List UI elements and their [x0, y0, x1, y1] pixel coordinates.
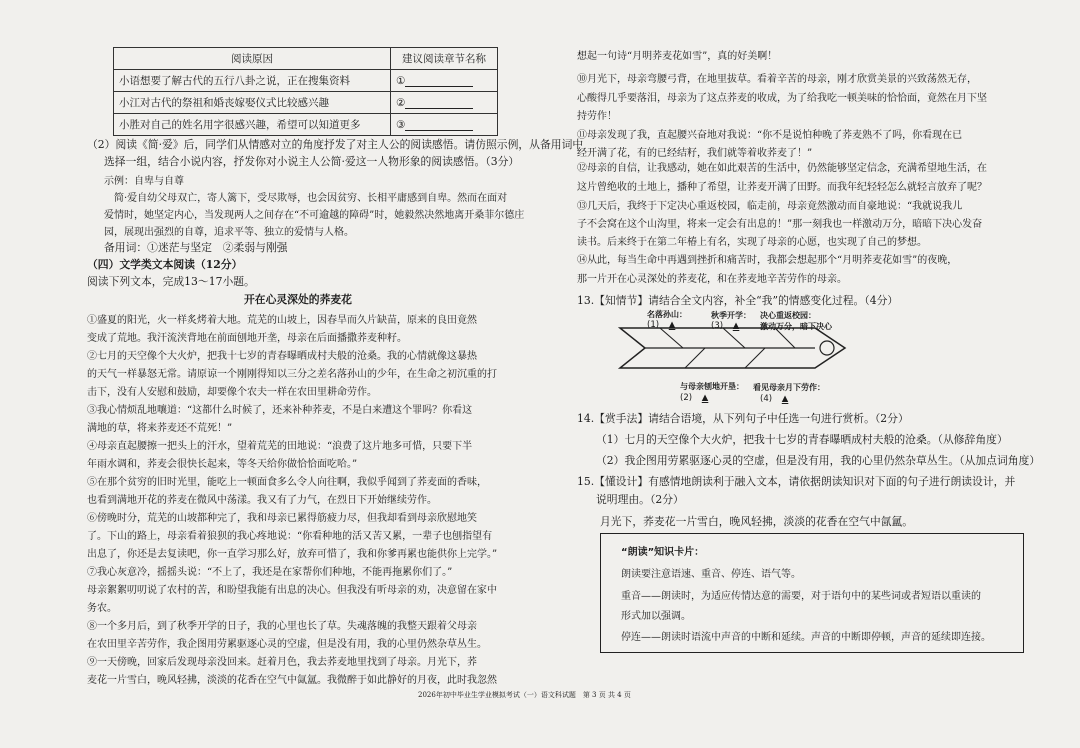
article-line: 年雨水调和，荞麦会很快长起来，等冬天给你做恰恰面吃哈。” [87, 459, 358, 470]
question-14: 14.【赏手法】请结合语境，从下列句子中任选一句进行赏析。（2分） [577, 412, 909, 425]
question-text: （2）阅读《简·爱》后，同学们从情感对立的角度抒发了对主人公的阅读感悟。请仿照示例，从备用词中 [87, 138, 584, 151]
stage-label: 激动万分，暗下决心 [760, 322, 832, 331]
option-words: 备用词：①迷茫与坚定 ②柔弱与刚强 [104, 241, 288, 254]
blank-mark: ▲ [701, 393, 709, 403]
table-row [114, 114, 498, 136]
article-line: 的天气一样暴怒无常。请原谅一个刚刚得知以三分之差名落孙山的少年，在生命之初沉重的打 [87, 369, 497, 380]
blank-mark: ▲ [668, 320, 676, 330]
answer-cell [391, 70, 498, 92]
blank-mark: ▲ [781, 394, 789, 404]
question-14-sentence: （1）七月的天空像个大火炉，把我十七岁的青春曝晒成村夫般的沧桑。（从修辞角度） [596, 433, 1008, 446]
article-line: 这片曾绝收的土地上，播种了希望，让荞麦开满了田野。而我年纪轻轻怎么就轻言放弃了呢？ [577, 182, 987, 193]
article-line: ①盛夏的阳光，火一样炙烤着大地。荒芜的山坡上，因春旱而久片缺苗，原来的良田竟然 [87, 315, 477, 326]
stage-label: 秋季开学： [711, 311, 751, 320]
stage-label: 与母亲刨地开垦： [680, 382, 744, 391]
article-line: 在农田里辛苦劳作，我企图用劳累驱逐心灵的空虚，但是没有用，我的心里仍然杂草丛生。 [87, 639, 487, 650]
answer-blank [405, 120, 473, 131]
article-line: 那一片开在心灵深处的荞麦花，和在荞麦地辛苦劳作的母亲。 [577, 274, 847, 285]
article-line: 子不会窝在这个山沟里，将来一定会有出息的！”那一刻我也一样激动万分，暗暗下决心发奋 [577, 219, 983, 230]
article-line: 持劳作！ [577, 111, 617, 122]
table-row [114, 92, 498, 114]
table-cell: 小江对古代的祭祖和婚丧嫁娶仪式比较感兴趣 [114, 92, 391, 114]
fishbone-eye [820, 341, 834, 355]
card-text: 朗读要注意语速、重音、停连、语气等。 [621, 569, 801, 580]
table-cell: 小胜对自己的姓名用字很感兴趣，希望可以知道更多 [114, 114, 391, 136]
reading-sentence: 月光下，荞麦花一片雪白，晚风轻拂，淡淡的花香在空气中氤氲。 [600, 515, 914, 528]
fishbone-rib [660, 328, 683, 348]
answer-number: ③ [396, 118, 406, 131]
knowledge-card [600, 533, 1024, 653]
stage-label: 看见母亲月下劳作： [753, 383, 825, 392]
page-footer: 2026年初中毕业生学业模拟考试（一）语文科试题 第 3 页 共 4 页 [418, 691, 631, 699]
blank-number: (4) [760, 394, 773, 404]
article-line: 了。下山的路上，母亲看着狼狈的我心疼地说：“你看种地的活又苦又累，一辈子也刨指望有 [87, 531, 493, 542]
article-line: ⑦我心灰意冷，摇摇头说：“不上了，我还是在家帮你们种地，不能再拖累你们了。” [87, 567, 453, 578]
article-line: 击下，没有人安慰和鼓励，却要像个农夫一样在农田里耕命劳作。 [87, 387, 377, 398]
card-text: 重音——朗读时，为适应传情达意的需要，对于语句中的某些词或者短语以重读的 [621, 591, 981, 602]
article-line: ⑤在那个贫穷的旧时光里，能吃上一顿面食多么令人向往啊，我似乎闻到了荞麦面的香味， [87, 477, 487, 488]
stage-blank [647, 320, 685, 330]
article-line: 出息了，你还是去复读吧，你一直学习那么好，放弃可惜了，我和你爹再累也能供你上完学。” [87, 549, 498, 560]
article-line: 经开满了花，有的已经结籽，我们就等着收荞麦了！” [577, 148, 813, 159]
stage-label: 决心重返校园： [760, 311, 816, 320]
article-line: ②七月的天空像个大火炉，把我十七岁的青春曝晒成村夫般的沧桑。我的心情就像这暴热 [87, 351, 477, 362]
example-text: 简·爱自幼父母双亡，寄人篱下，受尽欺辱，也会因贫穷、长相平庸感到自卑。然而在面对 [114, 193, 508, 204]
example-text: 爱情时，她坚定内心，当发现两人之间存在“不可逾越的障碍”时，她毅然决然地离开桑菲尔德庄 [104, 210, 525, 221]
article-line: 务农。 [87, 603, 117, 614]
article-line: 母亲絮絮叨叨说了农村的苦，和盼望我能有出息的决心。但我没有听母亲的劝，决意留在家中 [87, 585, 497, 596]
question-14-sentence: （2）我企图用劳累驱逐心灵的空虚，但是没有用，我的心里仍然杂草丛生。（从加点词角度） [596, 454, 1041, 467]
article-line: ⑨一天傍晚，回家后发现母亲没回来。赶着月色，我去荞麦地里找到了母亲。月光下，荞 [87, 657, 477, 668]
article-line: ⑪母亲发现了我，直起腰兴奋地对我说：“你不是说怕种晚了荞麦熟不了吗，你看现在已 [577, 130, 963, 141]
table-header: 阅读原因 [114, 48, 391, 70]
table-cell: 小语想要了解古代的五行八卦之说，正在搜集资料 [114, 70, 391, 92]
stage-label: 名落孙山： [647, 310, 687, 319]
blank-number: (1) [647, 320, 660, 330]
answer-number: ① [396, 74, 406, 87]
blank-number: (3) [711, 321, 724, 331]
blank-mark: ▲ [732, 321, 740, 331]
article-line: ⑬几天后，我终于下定决心重返校园，临走前，母亲竟然激动而自豪地说：“我就说我儿 [577, 201, 963, 212]
article-line: 读书。后来终于在第二年椿上有名，实现了母亲的心愿，也实现了自己的梦想。 [577, 237, 927, 248]
answer-blank [405, 76, 473, 87]
reading-reason-table [113, 47, 498, 136]
stage-blank [711, 321, 749, 331]
fishbone-rib [745, 348, 765, 368]
section-instruction: 阅读下列文本，完成13～17小题。 [87, 275, 255, 288]
section-title: （四）文学类文本阅读（12分） [87, 258, 243, 271]
article-line: 想起一句诗“月明荞麦花如雪”，真的好美啊！ [577, 51, 778, 62]
question-text: 选择一组，结合小说内容，抒发你对小说主人公简·爱这一人物形象的阅读感悟。（3分） [104, 155, 520, 168]
answer-blank [405, 98, 473, 109]
article-title: 开在心灵深处的荞麦花 [244, 293, 352, 306]
article-line: 满地的草，将来荞麦还不荒死！” [87, 423, 233, 434]
article-line: 心酸得几乎要落泪，母亲为了这点荞麦的收成，为了给我吃一顿美味的恰恰面，竟然在月下坚 [577, 93, 987, 104]
answer-number: ② [396, 96, 406, 109]
article-line: ⑭从此，每当生命中再遇到挫折和痛苦时，我都会想起那个“月明荞麦花如雪”的夜晚， [577, 255, 958, 266]
table-header: 建议阅读章节名称 [391, 48, 498, 70]
stage-blank [680, 393, 718, 403]
stage-blank [760, 394, 798, 404]
article-line: ⑫母亲的自信，让我感动，她在如此艰苦的生活中，仍然能够坚定信念，充满希望地生活，在 [577, 163, 987, 174]
example-title: 示例：自卑与自尊 [104, 176, 184, 187]
card-title: “朗读”知识卡片： [621, 547, 705, 558]
table-header-row [114, 48, 498, 70]
fishbone-rib [723, 328, 745, 348]
question-15: 15.【懂设计】有感情地朗读利于融入文本，请依据朗读知识对下面的句子进行朗读设计，并 [577, 475, 1016, 488]
example-text: 园，展现出强烈的自尊，追求平等、独立的爱情与人格。 [104, 227, 354, 238]
article-line: 麦花一片雪白，晚风轻拂，淡淡的花香在空气中氤氲。我微醉于如此静好的月夜，此时我忽然 [87, 675, 497, 686]
blank-number: (2) [680, 393, 693, 403]
article-line: ④母亲直起腰擦一把头上的汗水，望着荒芜的田地说：“浪费了这片地多可惜，只要下半 [87, 441, 473, 452]
article-line: ⑥傍晚时分，荒芜的山坡都种完了，我和母亲已累得筋疲力尽，但我却看到母亲欣慰地笑 [87, 513, 477, 524]
fishbone-rib [685, 348, 705, 368]
answer-cell [391, 92, 498, 114]
answer-cell [391, 114, 498, 136]
card-text: 形式加以强调。 [621, 611, 691, 622]
question-13: 13.【知情节】请结合全文内容，补全“我”的情感变化过程。（4分） [577, 294, 899, 307]
article-line: 也看到满地开花的荞麦在微风中荡漾。我又有了力气，在烈日下开始继续劳作。 [87, 495, 437, 506]
article-line: ⑩月光下，母亲弯腰弓背，在地里拔草。看着辛苦的母亲，刚才欣赏美景的兴致荡然无存， [577, 74, 977, 85]
article-line: ⑧一个多月后，到了秋季开学的日子，我的心里也长了草。失魂落魄的我整天跟着父母亲 [87, 621, 477, 632]
article-line: 变成了荒地。我汗流浃背地在前面刨地开垄，母亲在后面播撒荞麦种籽。 [87, 333, 407, 344]
table-row [114, 70, 498, 92]
card-text: 停连——朗读时语流中声音的中断和延续。声音的中断即停顿，声音的延续即连接。 [621, 632, 991, 643]
question-15: 说明理由。（2分） [596, 493, 684, 506]
article-line: ③我心情烦乱地嚷道：“这都什么时候了，还来补种荞麦，不是白来遭这个罪吗？你看这 [87, 405, 473, 416]
